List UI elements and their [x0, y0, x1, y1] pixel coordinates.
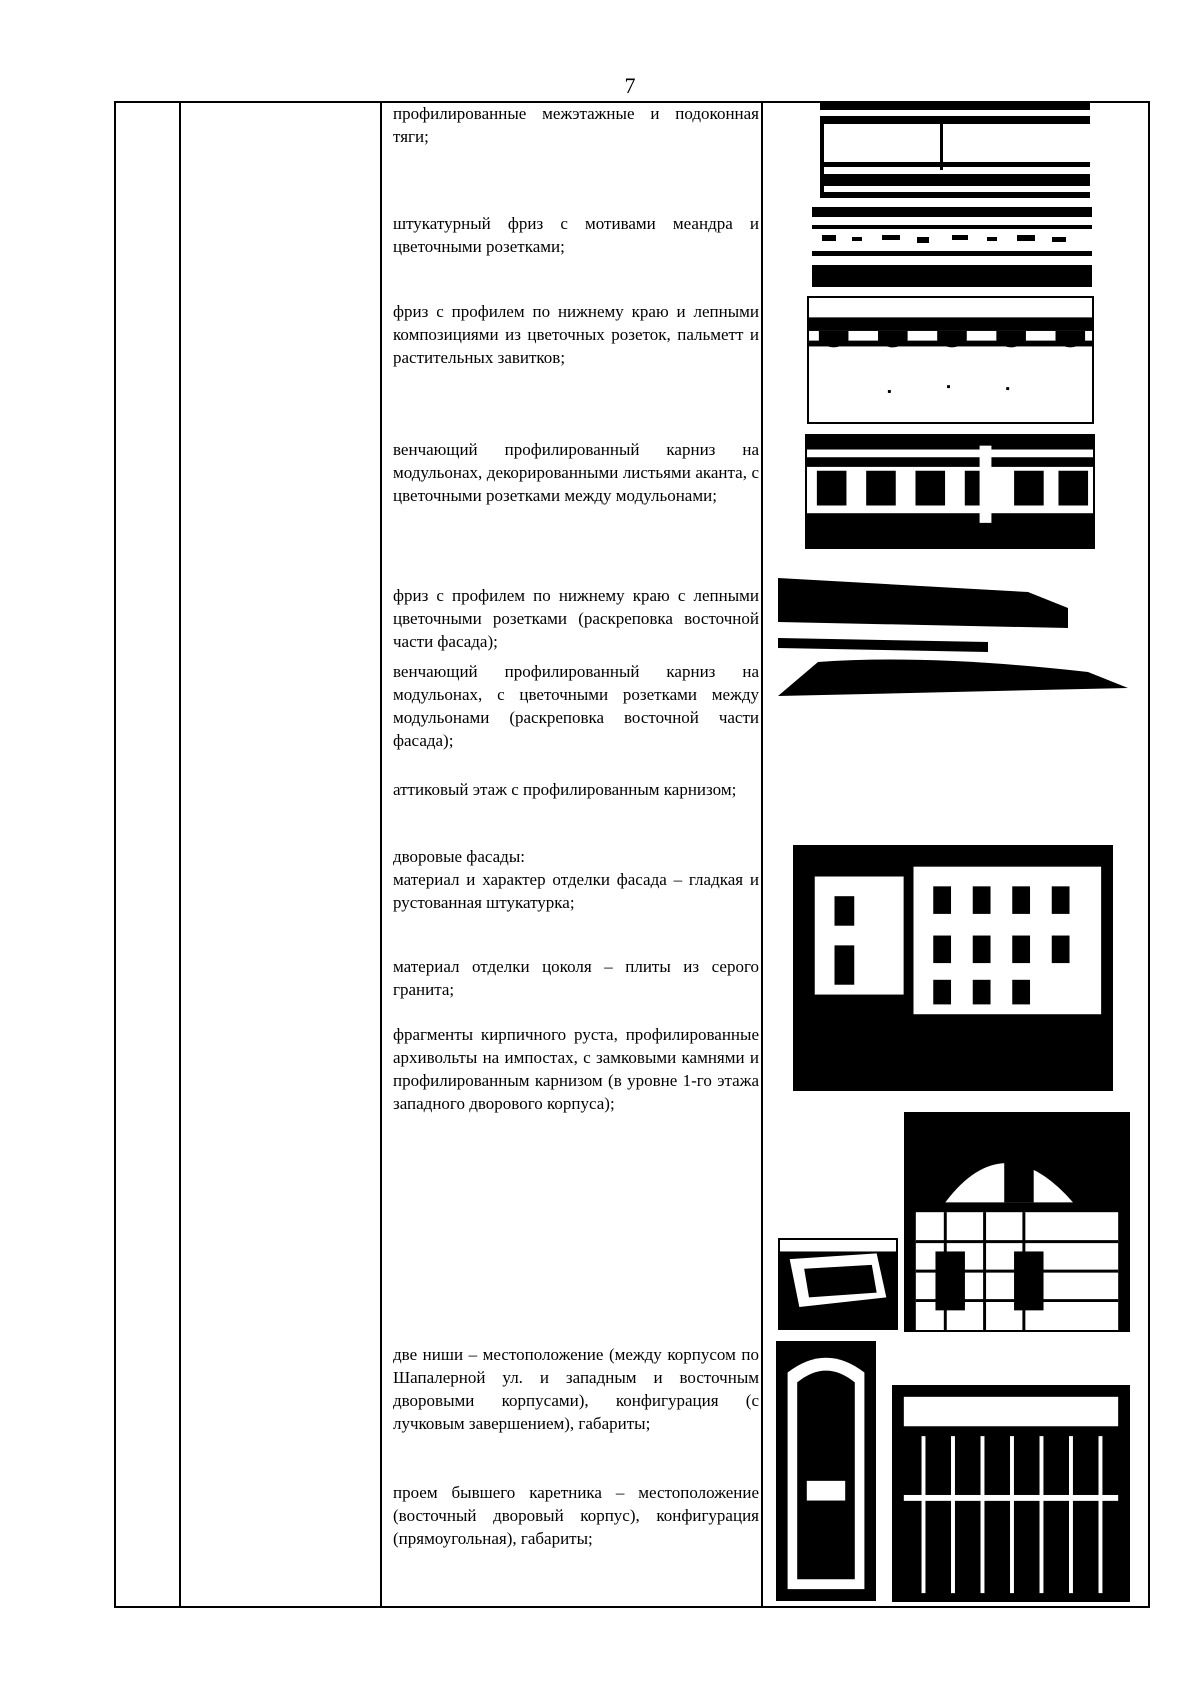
column-divider	[179, 103, 181, 1606]
brick-rustication-photo	[904, 1112, 1130, 1332]
column-divider	[761, 103, 763, 1606]
list-item: штукатурный фриз с мотивами меандра и цветочными розетками;	[393, 214, 759, 256]
rosette-frieze-photo	[807, 296, 1094, 424]
list-item: венчающий профилированный карниз на модульонах, с цветочными розетками между модульонами (раскреповка восточной части фасада);	[393, 662, 759, 750]
carriage-gate-photo	[892, 1385, 1130, 1602]
list-item: венчающий профилированный карниз на модульонах, декорированными листьями аканта, с цветочными розетками между модульонами;	[393, 440, 759, 505]
courtyard-facade-photo	[793, 845, 1113, 1091]
cornice-belts-photo	[820, 102, 1090, 198]
list-item: аттиковый этаж с профилированным карнизом;	[393, 780, 737, 799]
list-item: дворовые фасады:	[393, 847, 525, 866]
page-number: 7	[624, 73, 636, 98]
list-item: фриз с профилем по нижнему краю с лепными цветочными розетками (раскреповка восточной части фасада);	[393, 586, 759, 651]
column-divider	[380, 103, 382, 1606]
niche-photo	[776, 1341, 876, 1601]
list-item: материал отделки цоколя – плиты из серого гранита;	[393, 957, 759, 999]
modillion-cornice-photo	[805, 434, 1095, 549]
list-item: фриз с профилем по нижнему краю и лепными композициями из цветочных розеток, пальметт и растительных завитков;	[393, 302, 759, 367]
meander-frieze-photo	[812, 207, 1092, 287]
list-item: фрагменты кирпичного руста, профилированные архивольты на импостах, с замковыми камнями и профилированным карнизом (в уровне 1-го этажа западного дворового корпуса);	[393, 1025, 759, 1113]
east-projection-cornice-photo	[778, 578, 1128, 698]
list-item: материал и характер отделки фасада – гладкая и рустованная штукатурка;	[393, 870, 759, 912]
list-item: проем бывшего каретника – местоположение (восточный дворовый корпус), конфигурация (прямоугольная), габариты;	[393, 1483, 759, 1548]
list-item: профилированные межэтажные и подоконная тяги;	[393, 104, 759, 146]
arch-detail-photo	[778, 1238, 898, 1330]
list-item: две ниши – местоположение (между корпусом по Шапалерной ул. и западным и восточным дворовыми корпусами), конфигурация (с лучковым завершением), габариты;	[393, 1345, 759, 1433]
